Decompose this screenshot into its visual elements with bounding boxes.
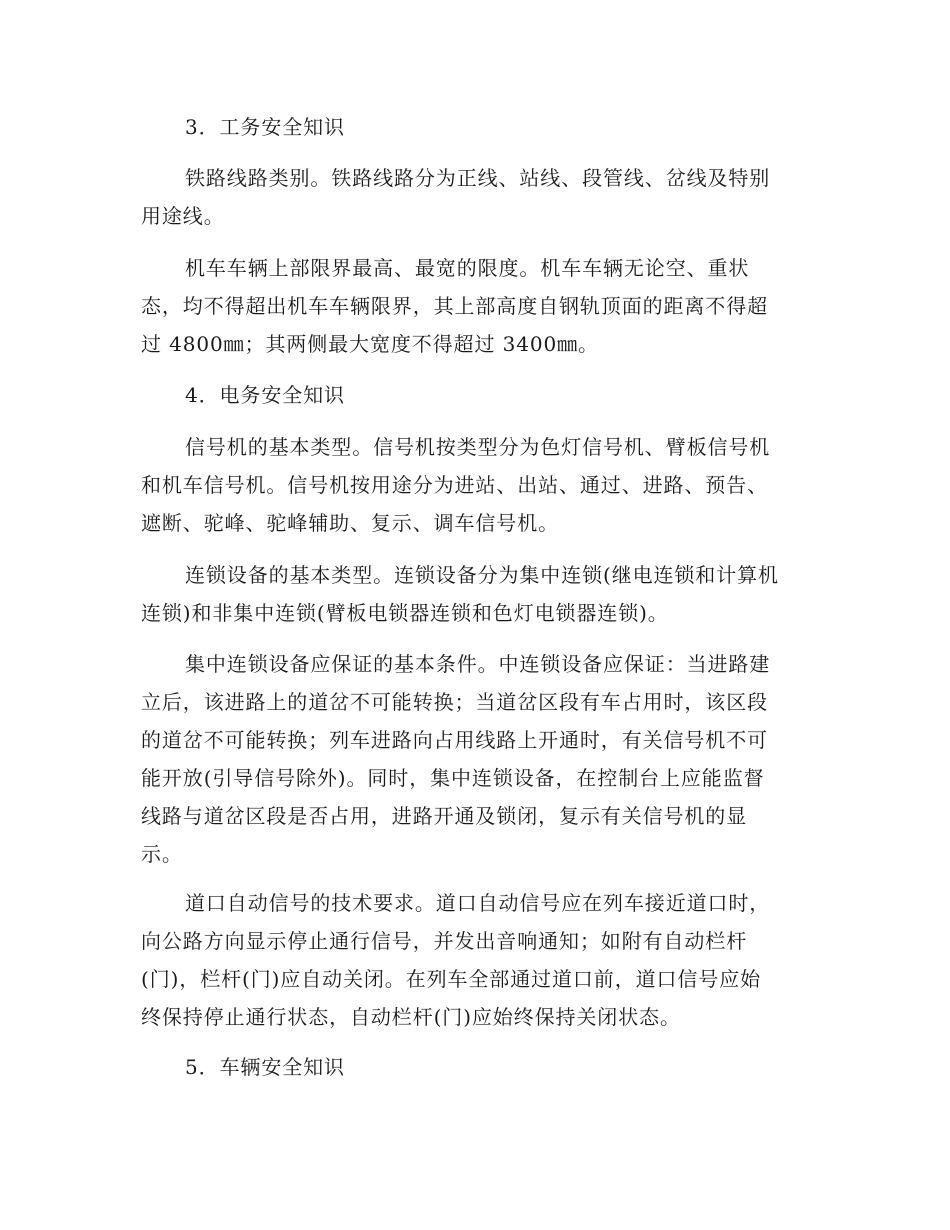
paragraph-line: 用途线。 bbox=[141, 204, 225, 228]
paragraph-crossing-signal bbox=[141, 884, 801, 1036]
paragraph-line: 连锁设备的基本类型。连锁设备分为集中连锁(继电连锁和计算机 bbox=[185, 563, 779, 587]
paragraph-signal-types bbox=[141, 428, 801, 542]
paragraph-line: 集中连锁设备应保证的基本条件。中连锁设备应保证：当进路建 bbox=[185, 652, 771, 676]
paragraph-line: 的道岔不可能转换；列车进路向占用线路上开通时，有关信号机不可 bbox=[141, 728, 768, 752]
paragraph-line: 铁路线路类别。铁路线路分为正线、站线、段管线、岔线及特别 bbox=[185, 166, 771, 190]
paragraph-line: 道口自动信号的技术要求。道口自动信号应在列车接近道口时， bbox=[185, 891, 771, 915]
paragraph-line-categories bbox=[141, 159, 801, 235]
section-heading-5 bbox=[141, 1048, 801, 1086]
paragraph-rolling-stock-gauge bbox=[141, 249, 801, 363]
paragraph-line: 向公路方向显示停止通行信号，并发出音响通知；如附有自动栏杆 bbox=[141, 929, 748, 953]
paragraph-line: 态，均不得超出机车车辆限界，其上部高度自钢轨顶面的距离不得超 bbox=[141, 294, 768, 318]
heading-text: 3．工务安全知识 bbox=[185, 115, 345, 139]
section-heading-4 bbox=[141, 376, 801, 414]
paragraph-interlocking-conditions bbox=[141, 645, 801, 873]
paragraph-line: (门)，栏杆(门)应自动关闭。在列车全部通过道口前，道口信号应始 bbox=[141, 967, 762, 991]
section-heading-3 bbox=[141, 108, 801, 146]
paragraph-line: 遮断、驼峰、驼峰辅助、复示、调车信号机。 bbox=[141, 511, 559, 535]
paragraph-line: 信号机的基本类型。信号机按类型分为色灯信号机、臂板信号机 bbox=[185, 435, 771, 459]
paragraph-interlocking-types bbox=[141, 556, 801, 632]
paragraph-line: 能开放(引导信号除外)。同时，集中连锁设备，在控制台上应能监督 bbox=[141, 766, 765, 790]
paragraph-line: 过 4800㎜；其两侧最大宽度不得超过 3400㎜。 bbox=[141, 332, 599, 356]
paragraph-line: 示。 bbox=[141, 842, 183, 866]
paragraph-line: 连锁)和非集中连锁(臂板电锁器连锁和色灯电锁器连锁)。 bbox=[141, 601, 669, 625]
paragraph-line: 和机车信号机。信号机按用途分为进站、出站、通过、进路、预告、 bbox=[141, 473, 768, 497]
heading-text: 5．车辆安全知识 bbox=[185, 1055, 345, 1079]
heading-text: 4．电务安全知识 bbox=[185, 383, 345, 407]
paragraph-line: 终保持停止通行状态，自动栏杆(门)应始终保持关闭状态。 bbox=[141, 1005, 681, 1029]
paragraph-line: 线路与道岔区段是否占用，进路开通及锁闭，复示有关信号机的显 bbox=[141, 804, 748, 828]
paragraph-line: 立后，该进路上的道岔不可能转换；当道岔区段有车占用时，该区段 bbox=[141, 690, 768, 714]
paragraph-line: 机车车辆上部限界最高、最宽的限度。机车车辆无论空、重状 bbox=[185, 256, 750, 280]
